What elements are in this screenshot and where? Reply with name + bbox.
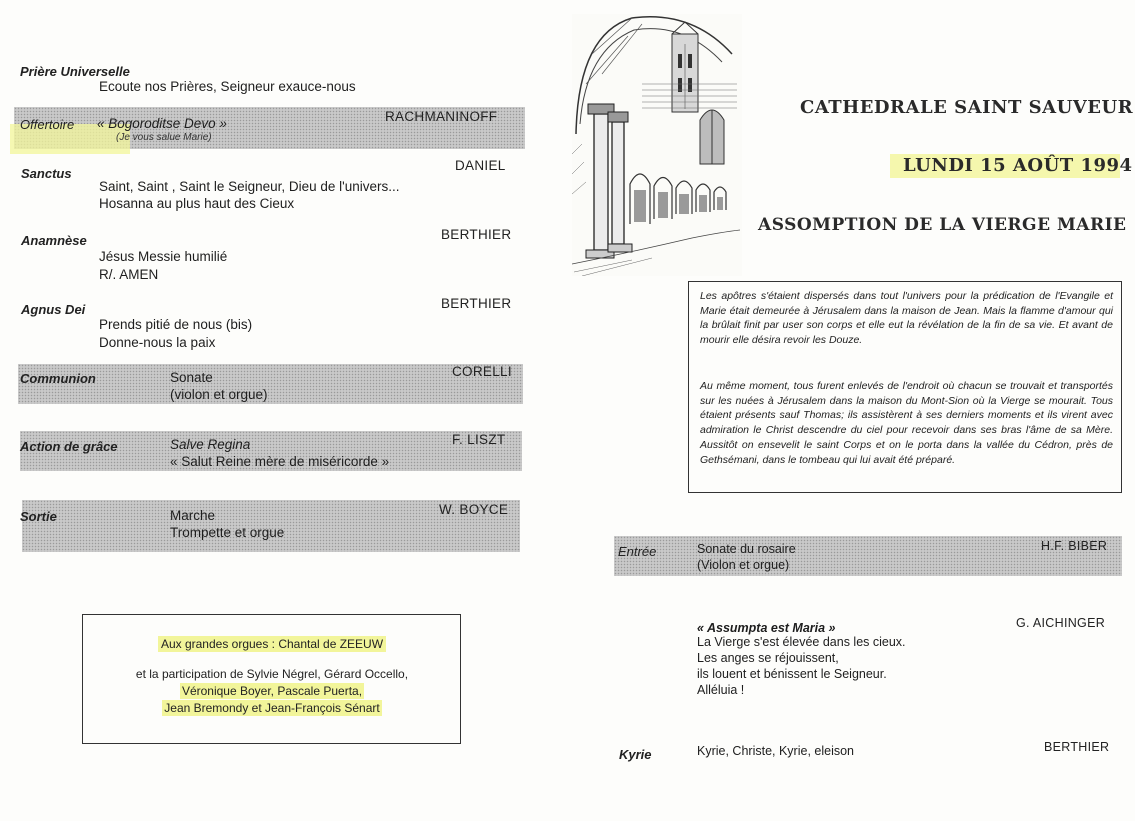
agnus-line1: Prends pitié de nous (bis) [99, 317, 253, 332]
sortie-label: Sortie [20, 509, 57, 524]
communion-line2: (violon et orgue) [170, 387, 268, 402]
narrative-p2: Au même moment, tous furent enlevés de l'endroit où chacun se trouvait et transportés sur les nuées à Jérusalem dans la maison du Mont-Sion où la Vierge se mourait. Tous étaient présents sauf Thomas; ils assistèrent à ses derniers moments et ils virent avec admiration le Christ descendre du ciel pour recevoir dans ses bras l'âme de sa Mère. Aussitôt on ensevelit le saint Corps et on le porta dans la vallée du Cédron, près de Gethsémani, dans le tombeau qui lui avait été préparé. [700, 380, 1113, 466]
anamnese-composer: BERTHIER [441, 227, 512, 242]
assumpta-line4: Alléluia ! [697, 683, 745, 697]
kyrie-label: Kyrie [619, 747, 652, 762]
agnus-line2: Donne-nous la paix [99, 335, 216, 350]
credits-line4: Jean Bremondy et Jean-François Sénart [164, 701, 380, 715]
entree-label: Entrée [618, 544, 657, 559]
sortie-line1: Marche [170, 508, 216, 523]
entree-line2: (Violon et orgue) [697, 558, 790, 572]
anamnese-line1: Jésus Messie humilié [99, 249, 228, 264]
credits-line1: Aux grandes orgues : Chantal de ZEEUW [82, 636, 462, 653]
date-title: LUNDI 15 AOÛT 1994 [903, 155, 1133, 176]
entree-line1: Sonate du rosaire [697, 542, 796, 556]
agnus-label: Agnus Dei [21, 302, 86, 317]
action-label: Action de grâce [20, 439, 118, 454]
credits-line2: et la participation de Sylvie Négrel, Gérard Occello, [135, 667, 409, 681]
communion-composer: CORELLI [452, 364, 512, 379]
assumpta-line1: La Vierge s'est élevée dans les cieux. [697, 635, 906, 649]
anamnese-line2: R/. AMEN [99, 267, 159, 282]
offertoire-subtitle: (Je vous salue Marie) [116, 132, 212, 143]
sortie-line2: Trompette et orgue [170, 525, 285, 540]
feast-title: ASSOMPTION DE LA VIERGE MARIE [758, 215, 1127, 235]
kyrie-line1: Kyrie, Christe, Kyrie, eleison [697, 744, 855, 758]
cathedral-title: CATHEDRALE SAINT SAUVEUR [800, 97, 1134, 118]
anamnese-label: Anamnèse [21, 233, 87, 248]
communion-label: Communion [20, 371, 96, 386]
offertoire-title: « Bogoroditse Devo » [97, 116, 227, 131]
credits-line3: Véronique Boyer, Pascale Puerta, [181, 684, 363, 698]
assumpta-composer: G. AICHINGER [1016, 616, 1106, 630]
assumpta-title: « Assumpta est Maria » [697, 621, 836, 635]
communion-line1: Sonate [170, 370, 213, 385]
sanctus-label: Sanctus [21, 166, 72, 181]
sanctus-line2: Hosanna au plus haut des Cieux [99, 196, 295, 211]
action-line2: « Salut Reine mère de miséricorde » [170, 454, 390, 469]
offertoire-label: Offertoire [20, 117, 75, 132]
agnus-composer: BERTHIER [441, 296, 512, 311]
sanctus-line1: Saint, Saint , Saint le Seigneur, Dieu de l'univers... [99, 179, 400, 194]
sanctus-composer: DANIEL [455, 158, 506, 173]
entree-composer: H.F. BIBER [1041, 539, 1108, 553]
priere-label: Prière Universelle [20, 64, 130, 79]
cloister-illustration-icon [572, 14, 742, 276]
priere-line: Ecoute nos Prières, Seigneur exauce-nous [99, 79, 356, 94]
kyrie-composer: BERTHIER [1044, 740, 1110, 754]
narrative-p1: Les apôtres s'étaient dispersés dans tout l'univers pour la prédication de l'Evangile et Marie était demeurée à Jérusalem dans la maison de Jean. Mais la flamme d'amour qui la brûlait finit par user son corps et elle eut la révélation de la fin de sa vie. Et avant de mourir elle désira revoir les Douze. [700, 290, 1113, 347]
action-line1: Salve Regina [170, 437, 251, 452]
assumpta-line2: Les anges se réjouissent, [697, 651, 839, 665]
action-composer: F. LISZT [452, 432, 506, 447]
sortie-composer: W. BOYCE [439, 502, 509, 517]
assumpta-line3: ils louent et bénissent le Seigneur. [697, 667, 887, 681]
offertoire-composer: RACHMANINOFF [385, 109, 498, 124]
